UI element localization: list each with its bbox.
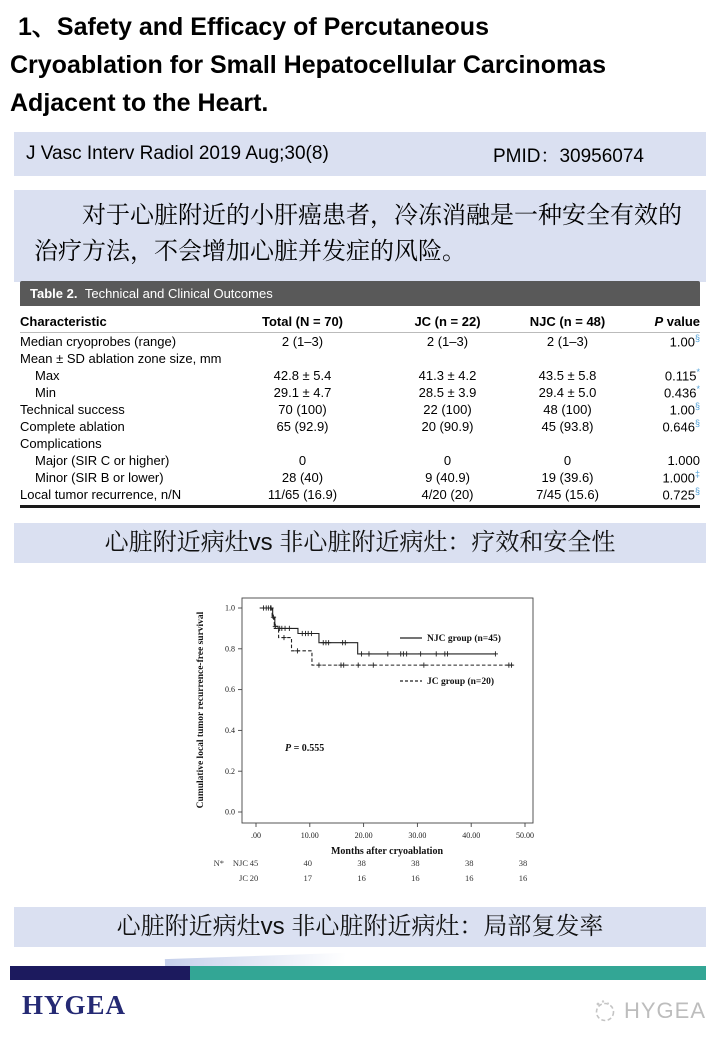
table-row: [20, 452, 700, 469]
svg-text:N*: N*: [213, 858, 224, 868]
svg-text:0.6: 0.6: [225, 685, 235, 695]
svg-text:38: 38: [357, 858, 366, 868]
table-number: Table 2.: [30, 286, 78, 301]
cell-p-value: 1.000: [667, 453, 700, 468]
section-banner-efficacy-safety: 心脏附近病灶vs 非心脏附近病灶：疗效和安全性: [14, 523, 706, 563]
col-characteristic: Characteristic: [20, 313, 107, 329]
svg-text:0.4: 0.4: [225, 726, 235, 735]
cell-characteristic: Local tumor recurrence, n/N: [20, 487, 182, 502]
col-jc: JC (n = 22): [414, 313, 481, 329]
table-row: [20, 469, 700, 486]
watermark-text: HYGEA: [623, 998, 706, 1023]
cell-total: 42.8 ± 5.4: [273, 368, 332, 383]
svg-text:20.00: 20.00: [354, 831, 373, 840]
cell-p-value: 0.115*: [664, 367, 700, 384]
svg-text:38: 38: [411, 858, 420, 868]
cell-characteristic: Min: [35, 385, 56, 400]
svg-text:16: 16: [518, 873, 528, 883]
cell-njc: 29.4 ± 5.0: [538, 385, 597, 400]
cell-njc: 48 (100): [543, 402, 592, 417]
cell-total: 70 (100): [278, 402, 327, 417]
svg-text:38: 38: [464, 858, 474, 868]
footer-bar-navy: [10, 966, 190, 980]
pmid: PMID：30956074: [492, 145, 644, 167]
cell-characteristic: Mean ± SD ablation zone size, mm: [20, 351, 222, 366]
paper-title: [10, 8, 712, 122]
cell-total: 11/65 (16.9): [267, 487, 338, 502]
hygea-logo: HYGEA: [22, 990, 127, 1020]
km-legend: [400, 676, 494, 687]
cell-njc: 19 (39.6): [541, 470, 594, 485]
table-row: [20, 333, 700, 350]
cell-total: 65 (92.9): [276, 419, 329, 434]
svg-text:0.8: 0.8: [225, 644, 235, 654]
table-row: [20, 486, 700, 503]
svg-text:16: 16: [411, 873, 420, 883]
cell-njc: 0: [563, 453, 572, 468]
citation-bar: [14, 132, 706, 176]
km-series-njc: [260, 605, 498, 656]
km-p-value: P = 0.555: [285, 743, 325, 754]
table-row: [20, 401, 700, 418]
journal-citation: J Vasc Interv Radiol 2019 Aug;30(8): [26, 143, 329, 164]
table-row: [20, 435, 700, 452]
svg-text:16: 16: [357, 873, 366, 883]
svg-text:16: 16: [464, 873, 474, 883]
cell-p-value: 0.646§: [662, 418, 700, 435]
table-row: [20, 367, 700, 384]
summary-text: 对于心脏附近的小肝癌患者，冷冻消融是一种安全有效的治疗方法，不会增加心脏并发症的风险。: [34, 202, 682, 265]
title-line-3: Adjacent to the Heart.: [10, 89, 269, 117]
cell-characteristic: Median cryoprobes (range): [20, 334, 177, 349]
cell-p-value: 0.725§: [662, 486, 700, 503]
svg-text:JC: JC: [239, 873, 248, 883]
hygea-watermark: [592, 998, 706, 1024]
svg-text:40.00: 40.00: [462, 831, 481, 840]
km-figure: [182, 588, 542, 900]
cell-njc: 7/45 (15.6): [536, 487, 599, 502]
cell-total: 28 (40): [281, 470, 324, 485]
table-header-row: [20, 310, 700, 333]
cell-jc: 28.5 ± 3.9: [418, 385, 477, 400]
km-plot-frame: [242, 598, 533, 823]
svg-text:50.00: 50.00: [516, 831, 534, 840]
table-body: [20, 333, 700, 508]
cell-characteristic: Complete ablation: [20, 419, 125, 434]
cell-jc: 4/20 (20): [421, 487, 474, 502]
svg-text:20: 20: [249, 873, 259, 883]
col-total: Total (N = 70): [261, 313, 344, 329]
cell-njc: 2 (1–3): [546, 334, 589, 349]
svg-text:NJC: NJC: [232, 858, 248, 868]
cell-characteristic: Minor (SIR B or lower): [35, 470, 164, 485]
section-banner-local-recurrence: 心脏附近病灶vs 非心脏附近病灶：局部复发率: [14, 907, 706, 947]
cell-characteristic: Technical success: [20, 402, 125, 417]
footer-bar-teal: [190, 966, 706, 980]
km-censor-marks: [261, 605, 498, 656]
svg-text:0.2: 0.2: [225, 766, 235, 776]
km-x-label: Months after cryoablation: [330, 846, 444, 857]
table-row: [20, 350, 700, 367]
svg-text:30.00: 30.00: [408, 831, 427, 840]
svg-text:17: 17: [303, 873, 313, 883]
cell-characteristic: Complications: [20, 436, 102, 451]
svg-text:.00: .00: [251, 831, 261, 840]
table-row: [20, 418, 700, 435]
cell-characteristic: Major (SIR C or higher): [35, 453, 170, 468]
km-legend: [400, 633, 501, 644]
table-caption: Technical and Clinical Outcomes: [84, 286, 273, 301]
cell-total: 2 (1–3): [281, 334, 324, 349]
cell-p-value: 1.00§: [669, 333, 700, 350]
title-line-1: 1、Safety and Efficacy of Percutaneous: [18, 13, 489, 41]
cell-jc: 0: [443, 453, 452, 468]
cell-characteristic: Max: [35, 368, 60, 383]
cell-total: 29.1 ± 4.7: [273, 385, 332, 400]
km-risk-table: [214, 858, 528, 883]
svg-text:40: 40: [303, 858, 313, 868]
table-row: [20, 384, 700, 401]
table-title: [20, 281, 700, 306]
km-x-axis: [251, 823, 534, 840]
svg-text:10.00: 10.00: [300, 831, 319, 840]
svg-text:45: 45: [249, 858, 259, 868]
km-y-axis: [225, 604, 242, 817]
col-njc: NJC (n = 48): [529, 313, 606, 329]
hygea-emblem-icon: [592, 998, 618, 1024]
cell-njc: 45 (93.8): [541, 419, 594, 434]
cell-jc: 9 (40.9): [425, 470, 470, 485]
outcomes-table: [20, 281, 700, 508]
svg-text:NJC group (n=45): NJC group (n=45): [427, 634, 501, 645]
summary-box: [14, 190, 706, 282]
km-y-label: Cumulative local tumor recurrence-free survival: [196, 611, 206, 809]
cell-jc: 41.3 ± 4.2: [418, 368, 477, 383]
svg-text:JC group (n=20): JC group (n=20): [427, 677, 494, 688]
cell-jc: 20 (90.9): [421, 419, 474, 434]
title-line-2: Cryoablation for Small Hepatocellular Carcinomas: [10, 51, 606, 79]
cell-total: 0: [298, 453, 307, 468]
cell-p-value: 0.436*: [663, 384, 700, 401]
cell-jc: 22 (100): [423, 402, 472, 417]
svg-text:1.0: 1.0: [225, 603, 235, 613]
cell-p-value: 1.00§: [669, 401, 700, 418]
cell-p-value: 1.000‡: [662, 469, 700, 486]
col-p-value: P value: [654, 313, 700, 329]
km-curve-svg: [182, 588, 542, 900]
svg-text:38: 38: [518, 858, 528, 868]
cell-jc: 2 (1–3): [426, 334, 469, 349]
cell-njc: 43.5 ± 5.8: [538, 368, 597, 383]
svg-text:0.0: 0.0: [225, 807, 235, 817]
